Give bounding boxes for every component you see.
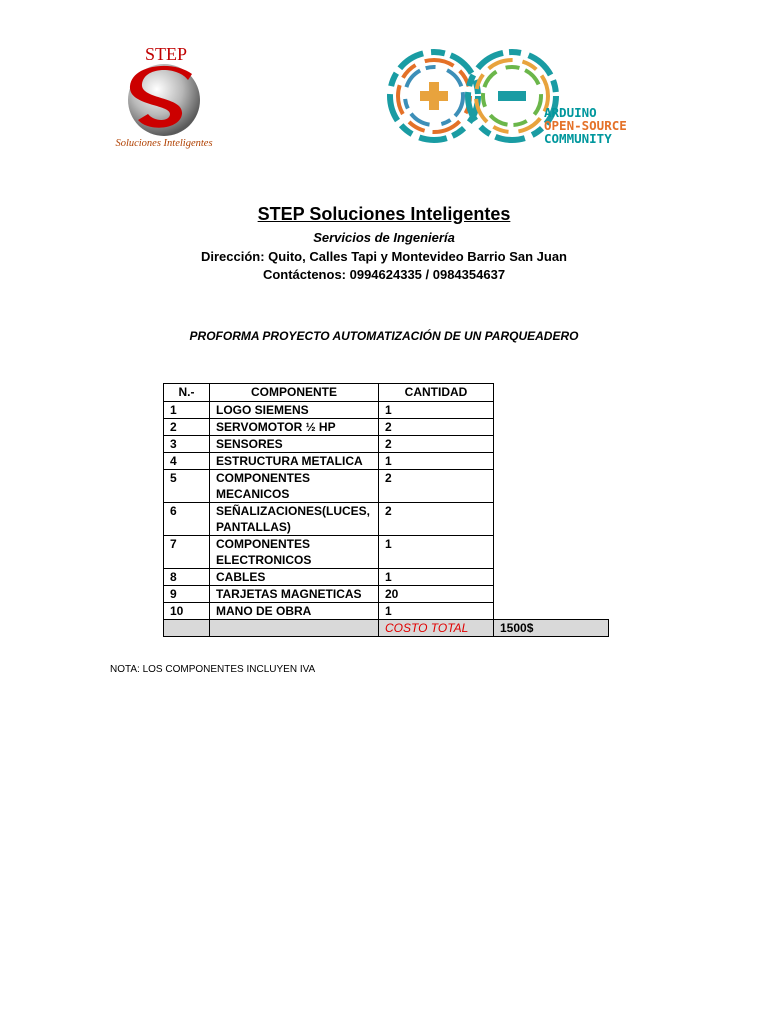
- step-s-logo-icon: [108, 40, 224, 152]
- total-empty-cell: [210, 620, 379, 637]
- row-quantity: 1: [379, 536, 494, 569]
- row-number: 1: [164, 402, 210, 419]
- header-component: COMPONENTE: [210, 384, 379, 402]
- total-value: 1500$: [494, 620, 609, 637]
- step-logo: [108, 40, 224, 152]
- table-row: [164, 536, 609, 569]
- row-component: COMPONENTES ELECTRONICOS: [210, 536, 379, 569]
- table-row: [164, 586, 609, 603]
- table-row: [164, 603, 609, 620]
- row-quantity: 2: [379, 470, 494, 503]
- row-number: 6: [164, 503, 210, 536]
- company-contact: Contáctenos: 0994624335 / 0984354637: [262, 267, 506, 282]
- empty-cell: [494, 384, 609, 402]
- empty-cell: [494, 586, 609, 603]
- empty-cell: [494, 402, 609, 419]
- row-number: 7: [164, 536, 210, 569]
- row-quantity: 1: [379, 453, 494, 470]
- row-component: TARJETAS MAGNETICAS: [210, 586, 379, 603]
- company-address: Dirección: Quito, Calles Tapi y Montevideo Barrio San Juan: [201, 249, 567, 264]
- company-title: STEP Soluciones Inteligentes: [257, 204, 511, 224]
- row-component: CABLES: [210, 569, 379, 586]
- empty-cell: [494, 603, 609, 620]
- row-number: 10: [164, 603, 210, 620]
- arduino-infinity-icon: [384, 44, 652, 148]
- header-number: N.-: [164, 384, 210, 402]
- company-subtitle: Servicios de Ingeniería: [313, 230, 455, 245]
- row-number: 9: [164, 586, 210, 603]
- proforma-title: PROFORMA PROYECTO AUTOMATIZACIÓN DE UN PARQUEADERO: [189, 329, 579, 343]
- row-quantity: 2: [379, 503, 494, 536]
- arduino-line2-text: OPEN-SOURCE: [544, 118, 627, 133]
- empty-cell: [494, 419, 609, 436]
- table-row: [164, 470, 609, 503]
- arduino-logo: [384, 44, 652, 148]
- components-table: [163, 383, 609, 637]
- row-component: SENSORES: [210, 436, 379, 453]
- row-quantity: 1: [379, 569, 494, 586]
- table-row: [164, 402, 609, 419]
- row-quantity: 2: [379, 419, 494, 436]
- note-text: NOTA: LOS COMPONENTES INCLUYEN IVA: [110, 664, 316, 675]
- table-row: [164, 569, 609, 586]
- row-number: 8: [164, 569, 210, 586]
- row-quantity: 20: [379, 586, 494, 603]
- empty-cell: [494, 569, 609, 586]
- row-component: MANO DE OBRA: [210, 603, 379, 620]
- total-row: [164, 620, 609, 637]
- row-quantity: 1: [379, 603, 494, 620]
- empty-cell: [494, 503, 609, 536]
- row-number: 2: [164, 419, 210, 436]
- row-component: COMPONENTES MECANICOS: [210, 470, 379, 503]
- arduino-line1-text: ARDUINO: [544, 105, 597, 120]
- step-brand-text: STEP: [144, 44, 188, 64]
- row-number: 4: [164, 453, 210, 470]
- table-row: [164, 436, 609, 453]
- row-quantity: 2: [379, 436, 494, 453]
- row-component: SEÑALIZACIONES(LUCES, PANTALLAS): [210, 503, 379, 536]
- row-number: 5: [164, 470, 210, 503]
- total-empty-cell: [164, 620, 210, 637]
- arduino-line3-text: COMMUNITY: [544, 131, 612, 146]
- empty-cell: [494, 436, 609, 453]
- row-quantity: 1: [379, 402, 494, 419]
- empty-cell: [494, 453, 609, 470]
- empty-cell: [494, 536, 609, 569]
- row-component: ESTRUCTURA METALICA: [210, 453, 379, 470]
- row-component: SERVOMOTOR ½ HP: [210, 419, 379, 436]
- total-label: COSTO TOTAL: [379, 620, 494, 637]
- row-component: LOGO SIEMENS: [210, 402, 379, 419]
- table-row: [164, 503, 609, 536]
- row-number: 3: [164, 436, 210, 453]
- table-header-row: [164, 384, 609, 402]
- step-tagline-text: Soluciones Inteligentes: [115, 138, 213, 149]
- table-row: [164, 453, 609, 470]
- header-quantity: CANTIDAD: [379, 384, 494, 402]
- empty-cell: [494, 470, 609, 503]
- table-row: [164, 419, 609, 436]
